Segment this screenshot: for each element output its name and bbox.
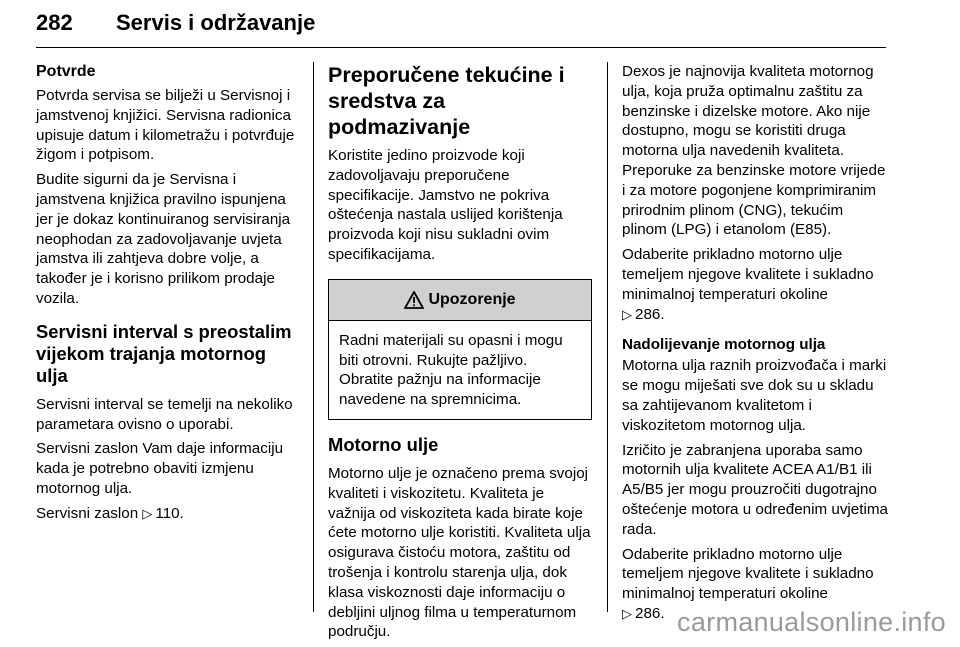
warning-title: Upozorenje: [428, 290, 516, 308]
warning-triangle-icon: [404, 291, 424, 309]
paragraph: Servisni interval se temelji na nekoliko parametara ovisno o uporabi.: [36, 395, 293, 433]
reference-arrow-icon: ▷: [622, 306, 632, 322]
paragraph: Izričito je zabranjena uporaba samo motornih ulja kvalitete ACEA A1/B1 ili A5/B5 jer mogu prouzročiti dugotrajno oštećenje motora u određenim uvjetima rada.: [622, 441, 888, 538]
paragraph: Potvrda servisa se bilježi u Servisnoj i jamstvenoj knjižici. Servisna radionica upisuje datum i kilometražu i potvrđuje žigom i potpisom.: [36, 87, 295, 164]
paragraph: Koristite jedino proizvode koji zadovoljavaju preporučene specifikacije. Jamstvo ne pokriva oštećenja nastala uslijed korištenja proizvoda koji nisu sukladni ovim specifikacijama.: [328, 147, 563, 263]
paragraph-with-reference: Servisni zaslon ▷ 110.: [36, 504, 184, 522]
column-middle: [328, 62, 592, 647]
page-header: [36, 10, 886, 46]
section-heading-service-interval: Servisni interval s preostalim vijekom trajanja motornog ulja: [36, 320, 292, 386]
watermark: carmanualsonline.info: [677, 607, 946, 637]
paragraph: Motorna ulja raznih proizvođača i marki se mogu miješati sve dok su u skladu sa zahtijevanom kvalitetom i viskozitetom motornog ulja.: [622, 357, 887, 434]
paragraph: Dexos je najnovija kvaliteta motornog ulja, koja pruža optimalnu zaštitu za benzinske i dizelske motore. Ako nije dostupno, mogu se koristiti druga motorna ulja navedenih kvaliteta. Preporuke za benzinske motore vrijede i za motore pogonjene komprimiranim prirodnim plinom (CNG), tekućim plinom (LPG) i etanolom (E85).: [622, 63, 886, 239]
section-heading-potvrde: Potvrde: [36, 63, 96, 80]
warning-box: [328, 279, 592, 420]
page-number: 282: [36, 10, 73, 35]
main-heading: Preporučene tekućine i sredstva za podmazivanje: [328, 63, 565, 139]
column-divider: [313, 62, 314, 612]
paragraph: Budite sigurni da je Servisna i jamstvena knjižica pravilno ispunjena jer je dokaz kontinuiranog servisiranja neophodan za zadovoljavanje uvjeta jamstva ili zahtjeva dobre volje, a također je i korisno prilikom prodaje vozila.: [36, 171, 291, 307]
paragraph-with-reference: Odaberite prikladno motorno ulje temeljem njegove kvalitete i sukladno minimalnoj temperaturi okoline ▷ 286.: [622, 545, 874, 622]
warning-text: Radni materijali su opasni i mogu biti otrovni. Rukujte pažljivo. Obratite pažnju na informacije navedene na spremnicima.: [339, 331, 563, 409]
page-reference[interactable]: 286.: [635, 604, 665, 622]
warning-body: [329, 321, 591, 419]
paragraph-with-reference: Odaberite prikladno motorno ulje temeljem njegove kvalitete i sukladno minimalnoj temperaturi okoline ▷ 286.: [622, 246, 874, 323]
column-divider: [607, 62, 608, 612]
paragraph: Motorno ulje je označeno prema svojoj kvaliteti i viskozitetu. Kvaliteta je važnija od viskoziteta kada birate koje ćete motorno ulje koristiti. Kvaliteta ulja osigurava čistoću motora, zaštitu od trošenja i kontrolu starenja ulja, dok klasa viskoznosti daje informaciju o debljini uljnog filma u temperaturnom području.: [328, 464, 591, 641]
column-right: [622, 62, 888, 629]
page-reference[interactable]: 110.: [155, 504, 184, 522]
warning-header: [329, 280, 591, 321]
reference-arrow-icon: ▷: [142, 505, 153, 521]
header-rule: [36, 47, 886, 48]
page-reference[interactable]: 286.: [635, 305, 665, 323]
running-title: Servis i održavanje: [116, 10, 316, 35]
reference-arrow-icon: ▷: [622, 605, 632, 621]
section-heading-engine-oil: Motorno ulje: [328, 433, 439, 455]
subheading-topping-up: Nadolijevanje motornog ulja: [622, 336, 826, 354]
paragraph: Servisni zaslon Vam daje informaciju kada je potrebno obaviti izmjenu motornog ulja.: [36, 440, 284, 497]
column-left: [36, 62, 301, 529]
